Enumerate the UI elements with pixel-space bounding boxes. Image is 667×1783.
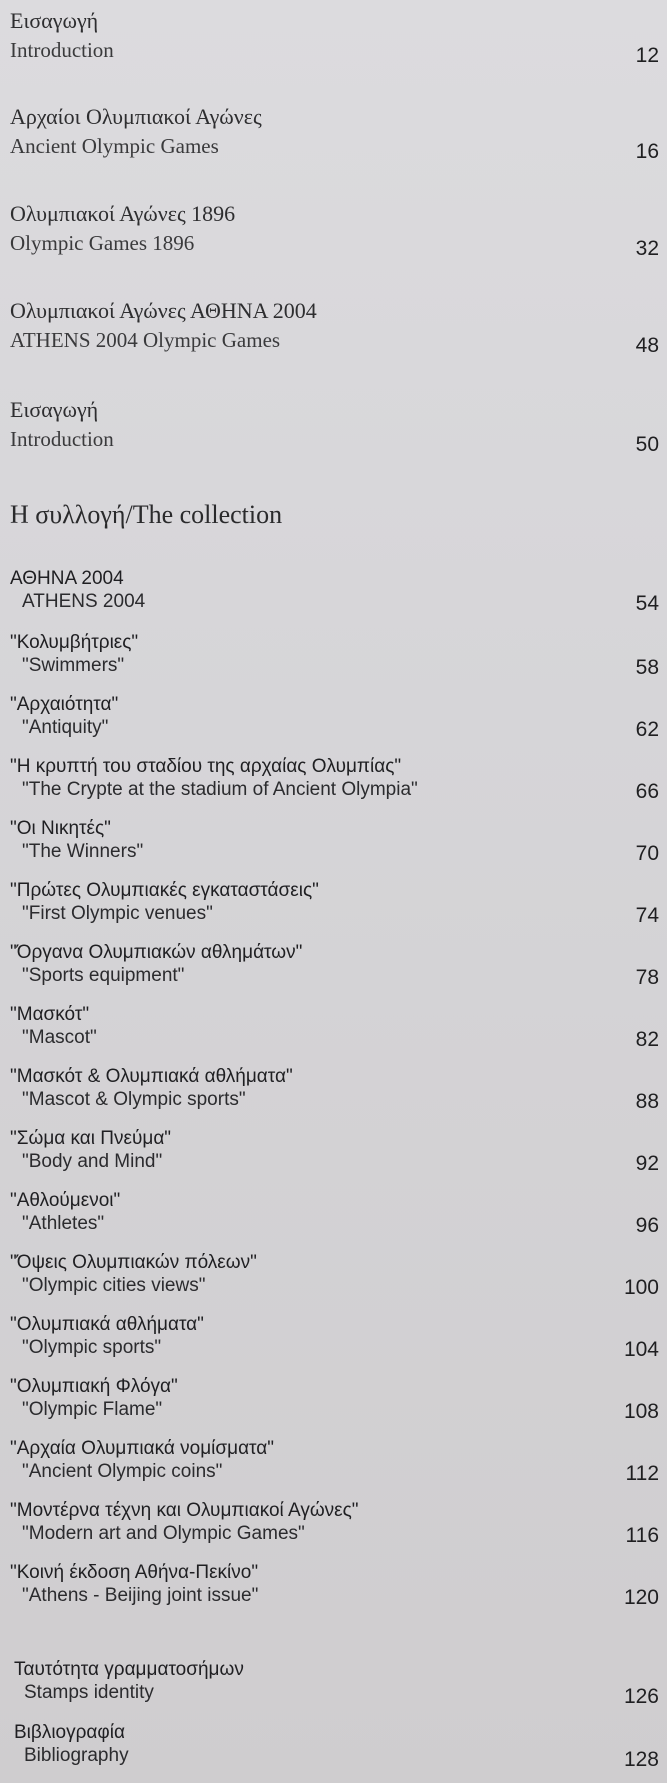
toc-entry-athens-beijing	[0, 1562, 667, 1612]
toc-entry-antiquity	[0, 694, 667, 744]
entry-page-number: 116	[625, 1524, 659, 1547]
entry-title-english: "Ancient Olympic coins"	[22, 1461, 223, 1482]
entry-page-number: 120	[623, 1586, 659, 1609]
toc-entry-sports-equipment	[0, 942, 667, 992]
entry-title-greek: "Αρχαία Ολυμπιακά νομίσματα"	[10, 1438, 275, 1459]
entry-page-number: 104	[623, 1338, 659, 1361]
toc-entry-ancient-olympic-games	[0, 104, 667, 164]
entry-page-number: 50	[635, 433, 659, 456]
entry-page-number: 54	[635, 592, 659, 615]
entry-page-number: 126	[623, 1685, 659, 1708]
entry-title-english: "Modern art and Olympic Games"	[22, 1523, 305, 1544]
entry-title-english: "First Olympic venues"	[22, 903, 213, 924]
entry-title-greek: "Μασκότ"	[10, 1004, 90, 1025]
entry-title-greek: "Κοινή έκδοση Αθήνα-Πεκίνο"	[10, 1562, 259, 1583]
entry-title-greek: "Σώμα και Πνεύμα"	[10, 1128, 172, 1149]
entry-page-number: 108	[623, 1400, 659, 1423]
entry-title-greek: "Ολυμπιακά αθλήματα"	[10, 1314, 204, 1335]
entry-title-greek: Ολυμπιακοί Αγώνες 1896	[10, 201, 236, 226]
entry-title-english: "Athens - Beijing joint issue"	[22, 1585, 259, 1606]
entry-title-greek: "Πρώτες Ολυμπιακές εγκαταστάσεις"	[10, 880, 319, 901]
toc-entry-crypte	[0, 756, 667, 806]
toc-entry-mascot	[0, 1004, 667, 1054]
entry-page-number: 88	[635, 1090, 659, 1113]
entry-title-greek: Αρχαίοι Ολυμπιακοί Αγώνες	[10, 104, 262, 129]
entry-title-english: "Olympic Flame"	[22, 1399, 163, 1420]
toc-entry-winners	[0, 818, 667, 868]
entry-title-english: "Antiquity"	[22, 717, 109, 738]
toc-entry-olympic-games-1896	[0, 201, 667, 261]
toc-entry-stamps-identity	[0, 1659, 667, 1709]
entry-title-english: Introduction	[10, 427, 114, 451]
entry-title-english: "The Crypte at the stadium of Ancient Olympia"	[22, 779, 418, 800]
entry-title-greek: ΑΘΗΝΑ 2004	[10, 568, 124, 589]
entry-page-number: 96	[635, 1214, 659, 1237]
entry-title-english: "Mascot"	[22, 1027, 97, 1048]
entry-title-greek: "Μασκότ & Ολυμπιακά αθλήματα"	[10, 1066, 293, 1087]
toc-entry-introduction	[0, 8, 667, 68]
entry-title-english: "Mascot & Olympic sports"	[22, 1089, 246, 1110]
entry-title-english: ATHENS 2004	[22, 591, 146, 612]
toc-entry-olympic-cities-views	[0, 1252, 667, 1302]
entry-page-number: 82	[635, 1028, 659, 1051]
toc-entry-body-and-mind	[0, 1128, 667, 1178]
toc-entry-first-olympic-venues	[0, 880, 667, 930]
entry-title-greek: Βιβλιογραφία	[14, 1722, 125, 1743]
entry-title-english: "Olympic sports"	[22, 1337, 162, 1358]
entry-title-english: Olympic Games 1896	[10, 231, 195, 255]
entry-title-greek: Ολυμπιακοί Αγώνες ΑΘΗΝΑ 2004	[10, 298, 317, 323]
entry-page-number: 16	[635, 140, 659, 163]
entry-page-number: 100	[623, 1276, 659, 1299]
entry-page-number: 112	[625, 1462, 659, 1485]
toc-entry-introduction-2	[0, 397, 667, 457]
entry-title-english: "Athletes"	[22, 1213, 105, 1234]
toc-entry-modern-art	[0, 1500, 667, 1550]
entry-title-english: Ancient Olympic Games	[10, 134, 219, 158]
entry-title-english: "Swimmers"	[22, 655, 125, 676]
entry-title-english: Bibliography	[24, 1745, 129, 1766]
entry-title-english: ATHENS 2004 Olympic Games	[10, 328, 281, 352]
toc-entry-athens-2004	[0, 568, 667, 618]
entry-title-english: "Olympic cities views"	[22, 1275, 206, 1296]
section-heading-collection: Η συλλογή/The collection	[10, 500, 283, 529]
entry-title-greek: "Η κρυπτή του σταδίου της αρχαίας Ολυμπίας"	[10, 756, 402, 777]
entry-title-english: "The Winners"	[22, 841, 144, 862]
entry-page-number: 48	[635, 334, 659, 357]
toc-entry-mascot-olympic-sports	[0, 1066, 667, 1116]
entry-page-number: 66	[635, 780, 659, 803]
toc-entry-bibliography	[0, 1722, 667, 1772]
entry-title-greek: "Οι Νικητές"	[10, 818, 111, 839]
entry-title-greek: Εισαγωγή	[10, 8, 99, 33]
toc-entry-athletes	[0, 1190, 667, 1240]
entry-title-greek: "Κολυμβήτριες"	[10, 632, 139, 653]
entry-page-number: 58	[635, 656, 659, 679]
entry-page-number: 74	[635, 904, 659, 927]
entry-title-greek: Εισαγωγή	[10, 397, 99, 422]
entry-title-english: Introduction	[10, 38, 114, 62]
entry-page-number: 70	[635, 842, 659, 865]
entry-page-number: 62	[635, 718, 659, 741]
entry-title-greek: "Αθλούμενοι"	[10, 1190, 121, 1211]
entry-page-number: 32	[635, 237, 659, 260]
entry-title-greek: Ταυτότητα γραμματοσήμων	[14, 1659, 244, 1680]
entry-title-english: Stamps identity	[24, 1682, 154, 1703]
toc-entry-olympic-flame	[0, 1376, 667, 1426]
entry-page-number: 128	[623, 1748, 659, 1771]
entry-title-greek: "Μοντέρνα τέχνη και Ολυμπιακοί Αγώνες"	[10, 1500, 359, 1521]
entry-title-greek: "Ολυμπιακή Φλόγα"	[10, 1376, 178, 1397]
toc-entry-swimmers	[0, 632, 667, 682]
toc-entry-athens-2004-olympic-games	[0, 298, 667, 358]
entry-page-number: 78	[635, 966, 659, 989]
entry-title-english: "Sports equipment"	[22, 965, 185, 986]
entry-title-greek: "Αρχαιότητα"	[10, 694, 119, 715]
entry-title-english: "Body and Mind"	[22, 1151, 163, 1172]
entry-page-number: 12	[635, 44, 659, 67]
entry-title-greek: "Όψεις Ολυμπιακών πόλεων"	[10, 1252, 257, 1273]
toc-entry-olympic-sports	[0, 1314, 667, 1364]
entry-title-greek: "Όργανα Ολυμπιακών αθλημάτων"	[10, 942, 303, 963]
entry-page-number: 92	[635, 1152, 659, 1175]
toc-entry-ancient-olympic-coins	[0, 1438, 667, 1488]
